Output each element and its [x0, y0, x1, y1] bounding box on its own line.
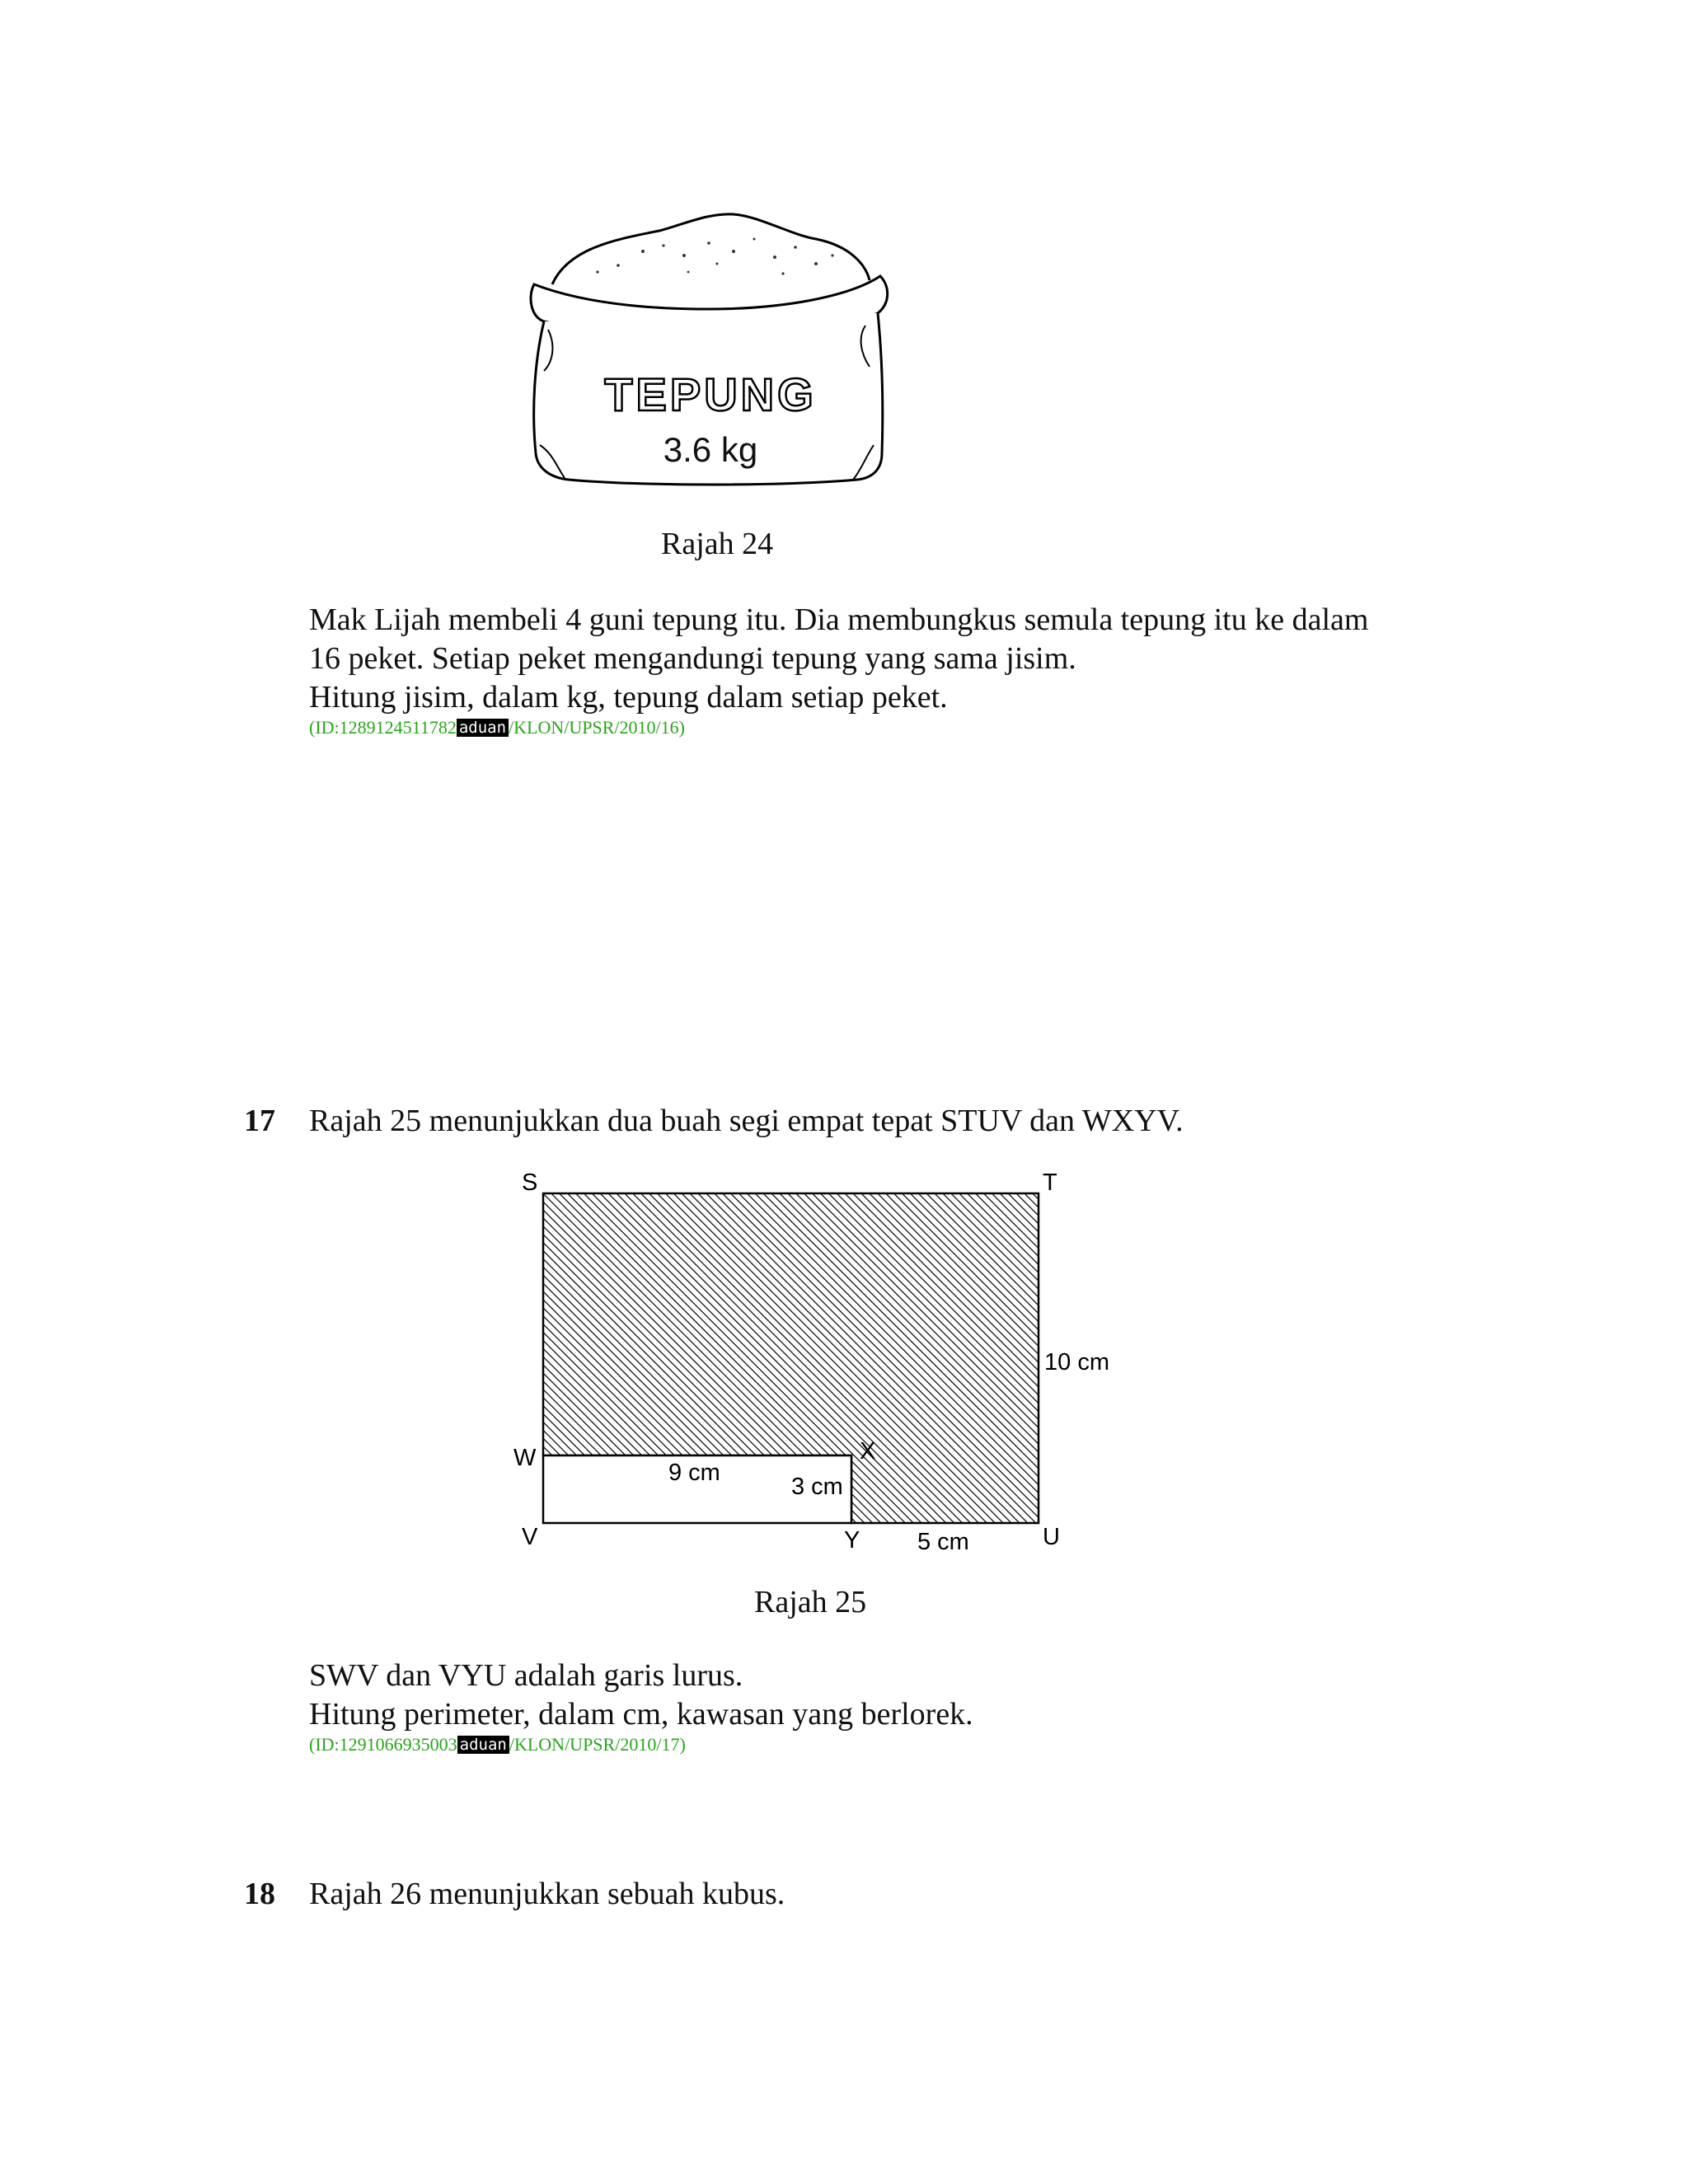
q17-ref-id: (ID:1291066935003	[309, 1734, 457, 1755]
dimension-yu: 5 cm	[917, 1529, 969, 1555]
q16-ref-id: (ID:1289124511782	[309, 717, 457, 738]
vertex-x: X	[860, 1438, 876, 1465]
question-18-intro: Rajah 26 menunjukkan sebuah kubus.	[309, 1877, 785, 1911]
vertex-y: Y	[844, 1527, 860, 1554]
sack-label: TEPUNG	[604, 368, 817, 420]
question-18-number: 18	[244, 1877, 275, 1911]
rectangle-diagram	[495, 1154, 1137, 1566]
figure-25-caption: Rajah 25	[754, 1585, 867, 1619]
q16-line-2: 16 peket. Setiap peket mengandungi tepung yang sama jisim.	[309, 641, 1076, 676]
flour-sack-illustration	[519, 206, 898, 490]
q16-line-3: Hitung jisim, dalam kg, tepung dalam setiap peket.	[309, 680, 948, 715]
vertex-t: T	[1043, 1169, 1057, 1196]
q17-line-1: SWV dan VYU adalah garis lurus.	[309, 1658, 743, 1693]
vertex-w: W	[513, 1445, 537, 1471]
q17-line-2: Hitung perimeter, dalam cm, kawasan yang berlorek.	[309, 1697, 973, 1732]
question-17-number: 17	[244, 1104, 275, 1138]
q16-line-1: Mak Lijah membeli 4 guni tepung itu. Dia membungkus semula tepung itu ke dalam	[309, 602, 1369, 637]
figure-24-caption: Rajah 24	[661, 527, 774, 561]
vertex-s: S	[522, 1169, 538, 1196]
flour-heap	[552, 214, 870, 284]
q17-aduan-link[interactable]: aduan	[457, 1736, 509, 1754]
dimension-xy: 3 cm	[791, 1474, 843, 1500]
question-17-reference	[309, 1734, 686, 1755]
q17-ref-source: /KLON/UPSR/2010/17)	[509, 1734, 686, 1755]
vertex-v: V	[522, 1524, 538, 1550]
vertex-u: U	[1043, 1524, 1060, 1550]
question-16-reference	[309, 717, 685, 738]
sack-weight: 3.6 kg	[663, 430, 758, 469]
dimension-tu: 10 cm	[1044, 1349, 1109, 1376]
q16-ref-source: /KLON/UPSR/2010/16)	[509, 717, 685, 738]
question-17-intro: Rajah 25 menunjukkan dua buah segi empat tepat STUV dan WXYV.	[309, 1104, 1184, 1138]
dimension-wx: 9 cm	[668, 1460, 720, 1486]
q16-aduan-link[interactable]: aduan	[457, 719, 509, 737]
question-16-text	[309, 601, 1368, 717]
question-17-text	[309, 1657, 973, 1734]
